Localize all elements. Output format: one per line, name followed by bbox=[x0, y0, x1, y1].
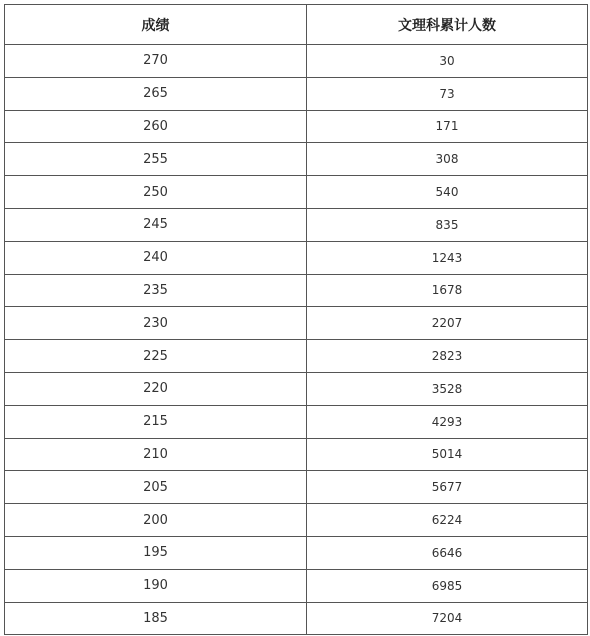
count-cell: 5014 bbox=[307, 438, 588, 471]
table-row bbox=[5, 471, 588, 504]
count-cell: 7204 bbox=[307, 602, 588, 635]
count-cell: 6646 bbox=[307, 536, 588, 569]
header-cumulative-count: 文理科累计人数 bbox=[307, 5, 588, 45]
score-table-container bbox=[4, 4, 587, 635]
score-cell: 270 bbox=[5, 45, 307, 78]
table-row bbox=[5, 45, 588, 78]
score-cell: 255 bbox=[5, 143, 307, 176]
table-row bbox=[5, 340, 588, 373]
score-cell: 245 bbox=[5, 208, 307, 241]
count-cell: 540 bbox=[307, 176, 588, 209]
table-row bbox=[5, 307, 588, 340]
score-cell: 240 bbox=[5, 241, 307, 274]
score-cell: 250 bbox=[5, 176, 307, 209]
score-cell: 210 bbox=[5, 438, 307, 471]
score-cell: 265 bbox=[5, 77, 307, 110]
score-cell: 200 bbox=[5, 504, 307, 537]
table-row bbox=[5, 176, 588, 209]
table-row bbox=[5, 504, 588, 537]
score-cell: 235 bbox=[5, 274, 307, 307]
count-cell: 6224 bbox=[307, 504, 588, 537]
score-cell: 185 bbox=[5, 602, 307, 635]
header-score: 成绩 bbox=[5, 5, 307, 45]
table-row bbox=[5, 208, 588, 241]
score-cell: 190 bbox=[5, 569, 307, 602]
table-row bbox=[5, 536, 588, 569]
count-cell: 835 bbox=[307, 208, 588, 241]
count-cell: 2207 bbox=[307, 307, 588, 340]
count-cell: 3528 bbox=[307, 372, 588, 405]
score-cell: 195 bbox=[5, 536, 307, 569]
table-row bbox=[5, 569, 588, 602]
table-row bbox=[5, 602, 588, 635]
table-row bbox=[5, 405, 588, 438]
score-cell: 220 bbox=[5, 372, 307, 405]
count-cell: 308 bbox=[307, 143, 588, 176]
score-cell: 205 bbox=[5, 471, 307, 504]
table-row bbox=[5, 241, 588, 274]
count-cell: 73 bbox=[307, 77, 588, 110]
table-row bbox=[5, 274, 588, 307]
table-row bbox=[5, 438, 588, 471]
table-row bbox=[5, 110, 588, 143]
table-header-row bbox=[5, 5, 588, 45]
count-cell: 171 bbox=[307, 110, 588, 143]
score-cell: 230 bbox=[5, 307, 307, 340]
score-cell: 225 bbox=[5, 340, 307, 373]
count-cell: 1678 bbox=[307, 274, 588, 307]
count-cell: 1243 bbox=[307, 241, 588, 274]
count-cell: 30 bbox=[307, 45, 588, 78]
table-row bbox=[5, 77, 588, 110]
score-cell: 215 bbox=[5, 405, 307, 438]
score-cell: 260 bbox=[5, 110, 307, 143]
table-row bbox=[5, 143, 588, 176]
score-table bbox=[4, 4, 588, 635]
table-row bbox=[5, 372, 588, 405]
count-cell: 5677 bbox=[307, 471, 588, 504]
count-cell: 4293 bbox=[307, 405, 588, 438]
count-cell: 2823 bbox=[307, 340, 588, 373]
count-cell: 6985 bbox=[307, 569, 588, 602]
